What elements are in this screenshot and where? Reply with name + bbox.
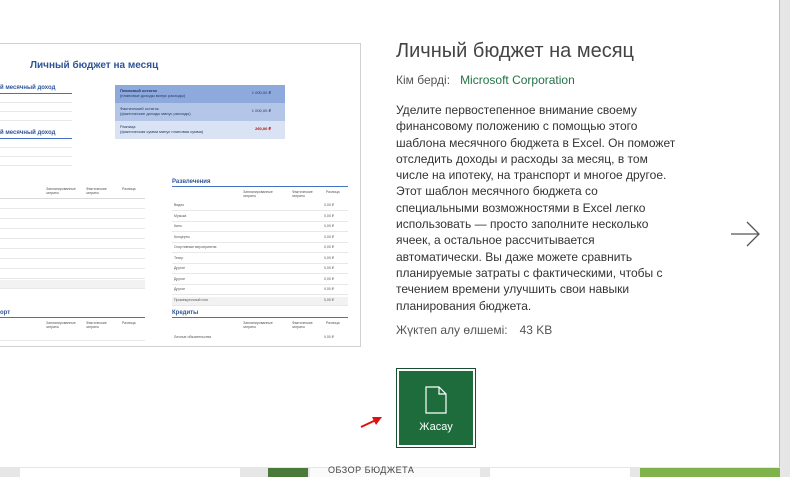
preview-col-header: Запланированные затраты	[243, 190, 273, 198]
preview-rule	[172, 317, 348, 318]
preview-entertainment-label: Концерты	[174, 234, 190, 239]
preview-entertainment-row	[172, 286, 348, 295]
creator-link[interactable]: Microsoft Corporation	[460, 73, 575, 87]
preview-box-value: 1 000,00 ₽	[251, 90, 271, 95]
preview-entertainment-label: Другое	[174, 276, 186, 281]
preview-amount: 0,00 ₽	[324, 203, 335, 207]
gallery-thumbnail	[20, 468, 240, 477]
preview-entertainment-row	[172, 234, 348, 243]
preview-section-entertainment: Развлечения	[172, 179, 211, 185]
preview-col-header: Разница	[122, 187, 136, 191]
preview-row	[0, 260, 145, 269]
preview-difference-box	[115, 121, 285, 139]
preview-row	[0, 112, 72, 121]
preview-box-sub: (фактические доходы минус расходы)	[120, 111, 191, 116]
preview-row	[0, 157, 72, 166]
preview-rule	[0, 317, 145, 318]
preview-amount: 0,00 ₽	[324, 297, 335, 302]
preview-row	[0, 139, 72, 148]
preview-row	[0, 103, 72, 112]
preview-title: Личный бюджет на месяц	[30, 60, 159, 71]
preview-section-transport: орт	[0, 310, 11, 316]
preview-amount: 0,00 ₽	[324, 266, 335, 270]
creator-label: Кім берді:	[396, 73, 451, 87]
preview-row	[0, 94, 72, 103]
gallery-thumbnail	[490, 468, 630, 477]
next-template-arrow-icon[interactable]	[730, 220, 762, 248]
create-button-label: Жасау	[419, 421, 453, 433]
preview-amount: 0,00 ₽	[324, 335, 335, 339]
preview-col-header: Запланированные затраты	[243, 321, 273, 329]
preview-row	[0, 230, 145, 239]
preview-entertainment-row	[172, 223, 348, 232]
preview-amount: 0,00 ₽	[324, 224, 335, 228]
preview-row	[0, 332, 145, 341]
template-title: Личный бюджет на месяц	[396, 40, 634, 62]
preview-amount: 0,00 ₽	[324, 255, 335, 260]
preview-col-header: Запланированные затраты	[46, 187, 76, 195]
template-preview-image	[0, 43, 361, 347]
preview-entertainment-label: Видео	[174, 203, 185, 207]
preview-amount: 0,00 ₽	[324, 287, 335, 291]
gallery-thumbnail	[640, 468, 780, 477]
preview-row	[0, 270, 145, 279]
preview-section-income-planned: й месячный доход	[0, 85, 56, 91]
preview-entertainment-label: Другое	[174, 287, 186, 291]
preview-col-header: Разница	[326, 321, 340, 325]
preview-col-header: Запланированные затраты	[46, 321, 76, 329]
preview-col-header: Фактические затраты	[86, 187, 107, 195]
preview-col-header: Разница	[326, 190, 340, 194]
preview-box-value: 260,00 ₽	[255, 126, 271, 131]
preview-amount: 0,00 ₽	[324, 234, 335, 239]
preview-box-label: Разница	[120, 124, 136, 129]
preview-planned-balance-box	[115, 85, 285, 103]
preview-col-header: Фактические затраты	[86, 321, 107, 329]
preview-row	[0, 250, 145, 259]
gallery-thumbnail-caption: ОБЗОР БЮДЖЕТА	[328, 465, 415, 475]
preview-col-header: Разница	[122, 321, 136, 325]
preview-amount: 0,00 ₽	[324, 276, 335, 281]
preview-box-sub: (плановые доходы минус расходы)	[120, 93, 186, 98]
download-size	[396, 323, 552, 337]
download-size-value: 43 KB	[519, 323, 553, 337]
preview-row	[0, 210, 145, 219]
download-size-label: Жүктеп алу өлшемі:	[396, 323, 508, 337]
preview-box-value: 1 000,00 ₽	[251, 108, 271, 113]
preview-row	[0, 200, 145, 209]
preview-entertainment-row	[172, 265, 348, 274]
preview-col-header: Фактические затраты	[292, 321, 313, 329]
preview-entertainment-label: Кино	[174, 224, 182, 228]
create-button[interactable]	[396, 368, 476, 448]
preview-subtotal-row	[0, 280, 145, 289]
preview-box-sub: (фактическая сумма минус плановая сумма)	[120, 129, 204, 134]
preview-entertainment-label: Музыка	[174, 213, 187, 218]
preview-rule	[0, 198, 145, 199]
preview-loan-row: Личные обязательства	[174, 335, 212, 339]
preview-rule	[172, 186, 348, 187]
document-icon	[425, 386, 447, 414]
preview-entertainment-label: Театр	[174, 255, 184, 260]
preview-amount: 0,00 ₽	[324, 213, 335, 218]
preview-entertainment-row	[172, 202, 348, 211]
preview-entertainment-row	[172, 213, 348, 222]
preview-col-header: Фактические затраты	[292, 190, 313, 198]
preview-box-label: Фактический остаток	[120, 106, 159, 111]
red-pointer-arrow-icon	[358, 414, 384, 430]
preview-entertainment-label: Спортивные мероприятия	[174, 245, 217, 249]
preview-row	[0, 148, 72, 157]
preview-entertainment-row	[172, 255, 348, 264]
preview-entertainment-label: Промежуточный итог	[174, 297, 209, 302]
preview-amount: 0,00 ₽	[324, 245, 335, 249]
preview-row	[0, 240, 145, 249]
template-description: Уделите первостепенное внимание своему финансовому положению с помощью этого шаблона месячного бюджета в Excel. Он поможет отследить доходы и расходы за месяц, в том числе на ипотеку, на транспорт и многое другое. Этот шаблон месячного бюджета со специальными возможностями в Excel легко использовать — просто заполните несколько ячеек, а остальное рассчитывается автоматически. Вы даже можете сравнить планируемые затраты с фактическими, чтобы с течением времени улучшить свои навыки планирования бюджета.	[396, 103, 676, 313]
gallery-thumbnail-icon	[268, 468, 308, 477]
preview-section-loans: Кредиты	[172, 310, 199, 316]
preview-actual-balance-box	[115, 103, 285, 121]
preview-entertainment-row	[172, 276, 348, 285]
preview-section-income-actual: й месячный доход	[0, 130, 56, 136]
template-creator	[396, 73, 575, 87]
preview-box-label: Плановый остаток	[120, 88, 158, 93]
preview-row	[0, 220, 145, 229]
preview-entertainment-label: Другое	[174, 266, 186, 270]
